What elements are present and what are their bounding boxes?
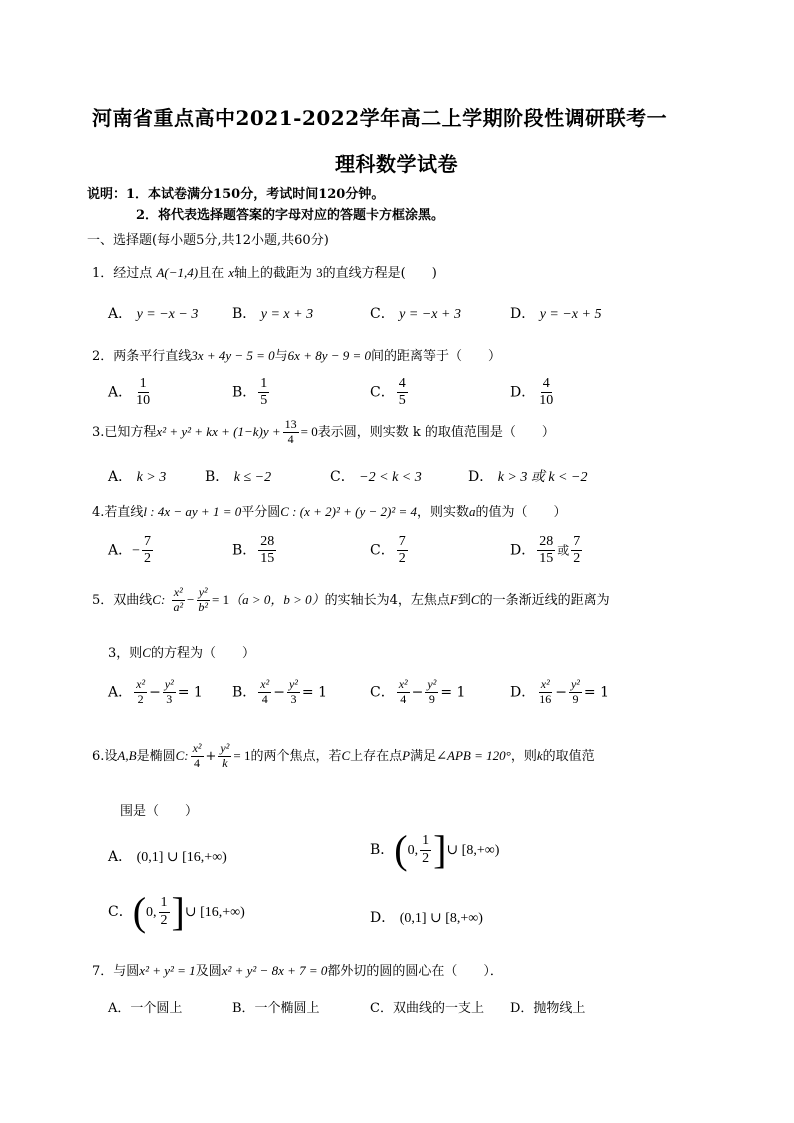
question-6: 6.设A,B是椭圆C: $\frac{\text{x²}}{4}$ + $\frac{\text{y²}}{k}$ = 1的两个焦点，若C上存在点P满足∠APB = 120°，则k的取值范 [92,741,595,770]
q1-text-4: 的直线方程是( ) [322,266,437,281]
q6-angle: ∠APB = 120° [436,747,511,763]
q3-option-a[interactable]: A． k > 3 [108,469,167,485]
page-title: 河南省重点高中2021-2022学年高二上学期阶段性调研联考一 [92,106,668,130]
q4-option-b[interactable]: B． $\frac{28}{15}$ [232,534,275,567]
q7-option-d[interactable]: D．抛物线上 [510,1001,586,1016]
q2-option-d[interactable]: D． $\frac{4}{10}$ [510,376,554,409]
q6-option-b[interactable]: B．(0, $\frac{1}{2}$ ]∪ [8,+∞) [370,827,500,872]
q1-text-3: 轴上的截距为 [234,266,313,281]
q3-option-b[interactable]: B． k ≤ −2 [205,469,272,485]
q1-axis-var: x [228,265,234,280]
question-2: 2．两条平行直线3x + 4y − 5 = 0与6x + 8y − 9 = 0间的距离等于（ ） [92,348,502,364]
q4-line: l : 4x − ay + 1 = 0 [143,504,242,519]
instructions-label: 说明： [87,187,127,202]
question-5-line-2: 3，则C的方程为（ ） [108,645,255,661]
instruction-text-2: 2．将代表选择题答案的字母对应的答题卡方框涂黑。 [136,208,445,223]
q5-option-a[interactable]: A． $\frac{\text{x²}}{2}$ − $\frac{\text{y²}}{3}$ = 1 [108,677,203,706]
page-subtitle: 理科数学试卷 [335,152,458,176]
q1-option-a[interactable]: A． y = −x − 3 [108,306,199,322]
q1-number: 1． [92,266,114,281]
section-heading: 一、选择题(每小题5分,共12小题,共60分) [87,233,329,248]
q2-line-2: 6x + 8y − 9 = 0 [287,348,372,363]
q7-circle-1: x² + y² = 1 [139,963,196,978]
q4-option-c[interactable]: C． $\frac{7}{2}$ [370,534,406,567]
question-3: 3.已知方程x² + y² + kx + (1−k)y + $\frac{13}{4}$ = 0表示圆，则实数 k 的取值范围是（ ） [92,417,555,446]
q7-option-b[interactable]: B．一个椭圆上 [232,1001,320,1016]
q6-option-a[interactable]: A． (0,1] ∪ [16,+∞) [108,849,227,865]
q2-option-b[interactable]: B． $\frac{1}{5}$ [232,376,268,409]
q6-option-d[interactable]: D． (0,1] ∪ [8,+∞) [370,910,483,926]
question-5: 5．双曲线C: $\frac{\text{x²}}{\text{a²}}$ − $\frac{\text{y²}}{\text{b²}}$ = 1（a > 0，b > 0）的实轴长为4，左焦点F到C的一条渐近线的距离为 [92,585,610,614]
q1-option-b[interactable]: B． y = x + 3 [232,306,314,322]
q5-option-b[interactable]: B． $\frac{\text{x²}}{4}$ − $\frac{\text{y²}}{3}$ = 1 [232,677,327,706]
question-1 [92,262,437,281]
q1-intercept: 3 [316,265,323,280]
q7-option-c[interactable]: C．双曲线的一支上 [370,1001,484,1016]
question-7: 7．与圆x² + y² = 1及圆x² + y² − 8x + 7 = 0都外切的圆的圆心在（ ）． [92,963,503,979]
q7-circle-2: x² + y² − 8x + 7 = 0 [221,963,328,978]
q4-option-a[interactable]: A．− $\frac{7}{2}$ [108,534,152,567]
q1-text-1: 经过点 [113,266,153,281]
q3-option-d[interactable]: D． k > 3 或 k < −2 [468,469,588,485]
q2-option-a[interactable]: A． $\frac{1}{10}$ [108,376,151,409]
q2-line-1: 3x + 4y − 5 = 0 [191,348,275,363]
q1-text-2: 且在 [198,266,225,281]
q3-option-c[interactable]: C． −2 < k < 3 [330,469,422,485]
q1-option-c[interactable]: C． y = −x + 3 [370,306,461,322]
q1-point: A(−1,4) [156,265,199,280]
q5-option-c[interactable]: C． $\frac{\text{x²}}{4}$ − $\frac{\text{y²}}{9}$ = 1 [370,677,466,706]
instruction-text-1: 1．本试卷满分150分，考试时间120分钟。 [126,187,385,202]
q7-option-a[interactable]: A．一个圆上 [108,1001,183,1016]
question-4: 4.若直线l : 4x − ay + 1 = 0平分圆C : (x + 2)² + (y − 2)² = 4，则实数a的值为（ ） [92,504,567,520]
q4-option-d[interactable]: D． $\frac{28}{15}$ 或 $\frac{7}{2}$ [510,534,581,567]
q6-option-c[interactable]: C．(0, $\frac{1}{2}$ ]∪ [16,+∞) [108,889,245,934]
question-6-line-2: 围是（ ） [120,804,199,819]
q5-option-d[interactable]: D． $\frac{\text{x²}}{16}$ − $\frac{\text{y²}}{9}$ = 1 [510,677,609,706]
q1-option-d[interactable]: D． y = −x + 5 [510,306,602,322]
instructions-1 [87,183,384,202]
q2-option-c[interactable]: C． $\frac{4}{5}$ [370,376,406,409]
q4-circle: C : (x + 2)² + (y − 2)² = 4 [280,504,417,519]
q3-equation: x² + y² + kx + (1−k)y + [156,423,281,439]
